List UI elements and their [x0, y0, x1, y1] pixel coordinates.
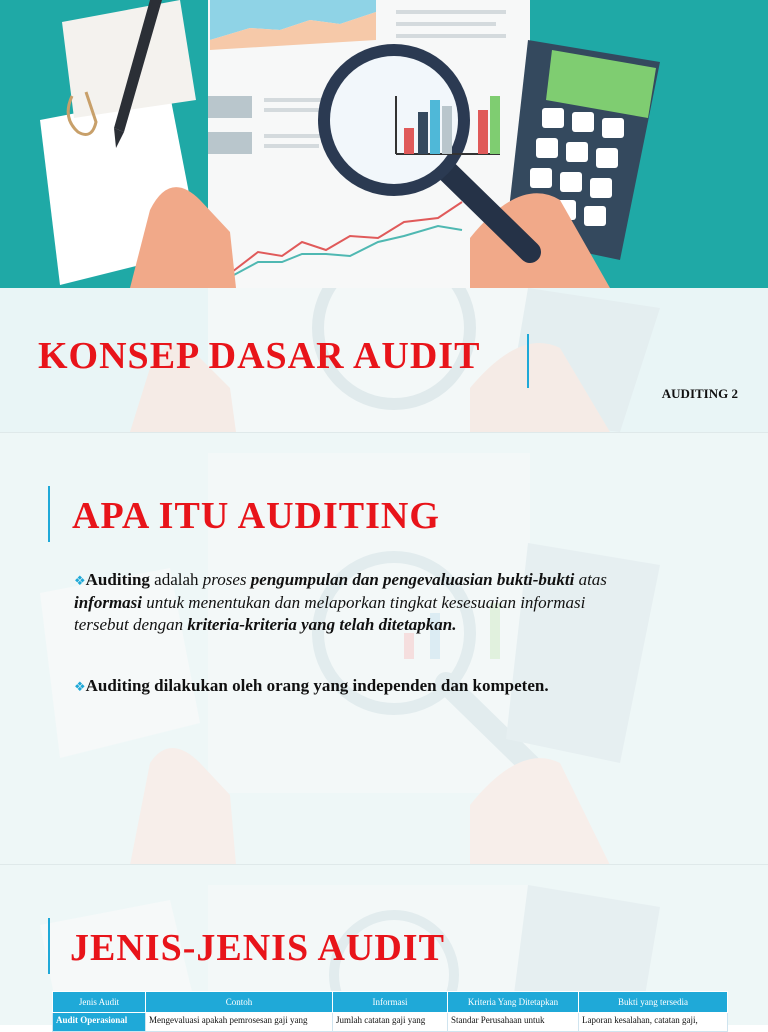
- hero-illustration: [0, 0, 768, 288]
- table-cell: Standar Perusahaan untuk: [448, 1013, 579, 1032]
- diamond-bullet-icon: ❖: [74, 679, 86, 694]
- table-header: Informasi: [333, 992, 448, 1013]
- table-cell: Laporan kesalahan, catatan gaji,: [579, 1013, 728, 1032]
- audit-types-table: [52, 991, 728, 1032]
- slide-title-jenis: JENIS-JENIS AUDIT: [70, 927, 445, 969]
- table-header: Contoh: [146, 992, 333, 1013]
- table-header: Jenis Audit: [53, 992, 146, 1013]
- title-divider: [48, 486, 50, 542]
- independence-paragraph: ❖Auditing dilakukan oleh orang yang independen dan kompeten.: [74, 676, 549, 695]
- audit-illustration-icon: [0, 0, 768, 288]
- slide-subtitle: AUDITING 2: [661, 386, 738, 401]
- slide-title-apa-itu: APA ITU AUDITING: [72, 495, 440, 537]
- table-header: Kriteria Yang Ditetapkan: [448, 992, 579, 1013]
- table-row: [53, 1013, 728, 1032]
- table-cell: Jumlah catatan gaji yang: [333, 1013, 448, 1032]
- table-cell: Audit Operasional: [53, 1013, 146, 1032]
- table-header-row: [53, 992, 728, 1013]
- title-divider: [48, 918, 50, 974]
- slide-title-konsep: KONSEP DASAR AUDIT: [38, 335, 481, 377]
- title-divider: [527, 334, 529, 388]
- definition-paragraph: ❖Auditing adalah proses pengumpulan dan pengevaluasian bukti-bukti atas informasi untuk menentukan dan melaporkan tingkat kesesuaian informasi tersebut dengan kriteria-kriteria yang telah ditetapkan.: [74, 570, 607, 634]
- table-cell: Mengevaluasi apakah pemrosesan gaji yang: [146, 1013, 333, 1032]
- table-header: Bukti yang tersedia: [579, 992, 728, 1013]
- diamond-bullet-icon: ❖: [74, 573, 86, 588]
